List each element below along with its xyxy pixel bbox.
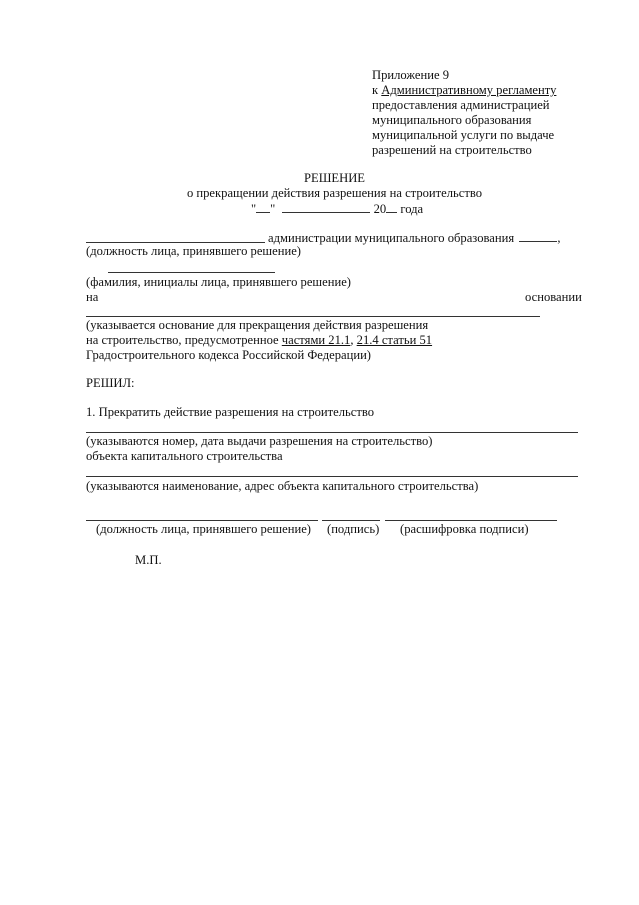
position-hint: (должность лица, принявшего решение) [86, 244, 301, 258]
admin-text [268, 230, 560, 246]
signature-decode-line [385, 520, 557, 521]
signature-line [322, 520, 380, 521]
document-subtitle: о прекращении действия разрешения на строительство [186, 186, 483, 200]
admin-text-label: администрации муниципального образования [268, 231, 515, 245]
basis-hint-1: (указывается основание для прекращения действия разрешения [86, 318, 429, 332]
appendix-line-3: предоставления администрацией [372, 98, 550, 112]
date-month-blank [282, 201, 370, 213]
stamp-place: М.П. [135, 553, 162, 567]
name-hint: (фамилия, инициалы лица, принявшего решение) [86, 275, 351, 289]
code-parts-link[interactable]: частями 21.1 [281, 333, 351, 347]
osnovanii-label: основании [525, 290, 582, 304]
basis-blank-line [86, 316, 540, 317]
document-title: РЕШЕНИЕ [304, 171, 365, 185]
basis-hint-2-separator: , [350, 333, 357, 347]
appendix-number: Приложение 9 [372, 68, 450, 82]
municipality-blank [519, 230, 557, 242]
basis-hint-2-prefix: на строительство, предусмотренное [86, 333, 282, 347]
name-blank-line [108, 272, 275, 273]
signature-position-line [86, 520, 318, 521]
code-article-link[interactable]: 21.4 статьи 51 [356, 333, 433, 347]
date-day-blank [256, 201, 270, 213]
date-year-blank [386, 201, 397, 213]
date-year-prefix: 20 [373, 202, 387, 216]
date-line [251, 201, 423, 217]
date-quote-close: " [270, 202, 276, 216]
decision-item-1: 1. Прекратить действие разрешения на строительство [86, 405, 375, 419]
signature-sign-hint: (подпись) [327, 522, 380, 536]
appendix-reference-prefix: к [372, 83, 382, 97]
admin-comma: , [557, 231, 561, 245]
appendix-line-4: муниципального образования [372, 113, 532, 127]
permit-blank-line [86, 432, 578, 433]
signature-position-hint: (должность лица, принявшего решение) [96, 522, 311, 536]
basis-hint-2 [86, 333, 432, 348]
signature-decode-hint: (расшифровка подписи) [400, 522, 529, 536]
appendix-line-6: разрешений на строительство [372, 143, 532, 157]
permit-hint: (указываются номер, дата выдачи разрешения на строительство) [86, 434, 433, 448]
regulation-link[interactable]: Административному регламенту [381, 83, 557, 97]
date-year-suffix: года [397, 202, 424, 216]
basis-hint-3: Градостроительного кодекса Российской Федерации) [86, 348, 372, 362]
decided-label: РЕШИЛ: [86, 376, 135, 390]
na-label: на [86, 290, 99, 304]
appendix-line-5: муниципальной услуги по выдаче [372, 128, 555, 142]
appendix-reference [372, 83, 556, 98]
object-label: объекта капитального строительства [86, 449, 283, 463]
position-blank-line [86, 242, 265, 243]
object-blank-line [86, 476, 578, 477]
date-quote-open: " [251, 202, 257, 216]
object-hint: (указываются наименование, адрес объекта капитального строительства) [86, 479, 479, 493]
